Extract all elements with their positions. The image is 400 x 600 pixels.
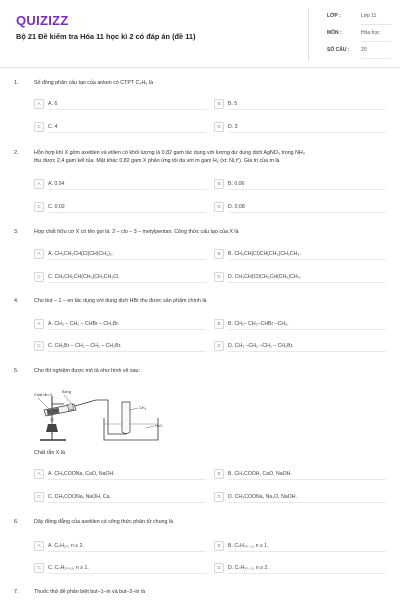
option-text: C. CₙH₂ₙ₊₂, n ≥ 1.: [48, 562, 206, 574]
question-text: Số đồng phân cấu tạo của anken có CTPT C₄H₈ là: [34, 80, 154, 86]
option-letter: B: [214, 99, 224, 109]
option-letter: D: [214, 341, 224, 351]
question-text: Hợp chất hữu cơ X có tên gọi là: 2 – clo – 3 – metylpentan. Công thức cấu tạo của X là: [34, 229, 239, 235]
option-text: C. CH₃COONa, NaOH, Ca.: [48, 491, 206, 503]
option-letter: C: [34, 202, 44, 212]
option-b[interactable]: [214, 318, 389, 330]
option-text: A. 0,04: [48, 178, 206, 190]
question-number: 4.: [14, 298, 19, 304]
quizizz-logo: QUIZIZZ: [16, 13, 69, 28]
option-d[interactable]: [214, 271, 389, 283]
option-c[interactable]: [34, 562, 209, 574]
worksheet-title: Bộ 21 Đề kiểm tra Hóa 11 học kì 2 có đáp án (đề 11): [16, 32, 196, 41]
label-ch4: CH₄: [139, 406, 147, 410]
option-b[interactable]: [214, 178, 389, 190]
question-text-line2: thu được 2,4 gam kết tủa. Mặt khác 0,82 gam X phản ứng tối đa với m gam H₂ (xt: Ni,t°). Giá trị của m là: [34, 158, 280, 164]
option-b[interactable]: [214, 98, 389, 110]
option-text: C. 0,02: [48, 201, 206, 213]
meta-class-value: Lớp 11: [361, 13, 377, 19]
option-text: A. 6: [48, 98, 206, 110]
option-text: B. CₙH₂ₙ₋₂, n ≥ 1.: [228, 540, 386, 552]
option-letter: C: [34, 122, 44, 132]
option-letter: D: [214, 122, 224, 132]
experiment-figure: [34, 388, 174, 444]
option-c[interactable]: [34, 271, 209, 283]
option-b[interactable]: [214, 248, 389, 260]
option-d[interactable]: [214, 491, 389, 503]
option-letter: A: [34, 249, 44, 259]
meta-class-label: LỚP :: [327, 13, 341, 19]
option-c[interactable]: [34, 491, 209, 503]
option-d[interactable]: [214, 340, 389, 352]
label-solid-x: Chất rắn X: [34, 393, 53, 397]
option-letter: C: [34, 492, 44, 502]
option-b[interactable]: [214, 468, 389, 480]
option-letter: A: [34, 179, 44, 189]
option-letter: B: [214, 179, 224, 189]
option-text: B. CH₃COOH, CaO, NaOH.: [228, 468, 386, 480]
option-c[interactable]: [34, 121, 209, 133]
question-text: Cho thí nghiệm được mô tả như hình vẽ sau:: [34, 368, 140, 374]
question-text-line1: Hỗn hợp khí X gồm axetilen và etilen có khối lượng là 0,82 gam tác dụng với lượng dư dung dịch AgNO₃ trong NH₃: [34, 150, 305, 156]
option-d[interactable]: [214, 562, 389, 574]
option-text: D. CₙH₂ₙ₋₂, n ≥ 2.: [228, 562, 386, 574]
meta-count: [327, 44, 397, 59]
option-letter: C: [34, 272, 44, 282]
option-d[interactable]: [214, 121, 389, 133]
option-letter: A: [34, 469, 44, 479]
meta-subject-label: MÔN :: [327, 30, 342, 36]
option-letter: A: [34, 541, 44, 551]
question-text: Dãy đồng đẳng của axetilen có công thức phân tử chung là: [34, 519, 174, 525]
option-letter: B: [214, 541, 224, 551]
option-letter: A: [34, 319, 44, 329]
meta-count-value: 20: [361, 47, 367, 53]
option-a[interactable]: [34, 98, 209, 110]
option-letter: D: [214, 272, 224, 282]
option-text: A. CH₃COONa, CaO, NaOH.: [48, 468, 206, 480]
option-text: C. CH₂Br – CH₂ – CH₂ – CH₂Br.: [48, 340, 206, 352]
option-a[interactable]: [34, 468, 209, 480]
question-number: 5.: [14, 368, 19, 374]
option-a[interactable]: [34, 178, 209, 190]
option-text: D. 0,08: [228, 201, 386, 213]
option-letter: C: [34, 563, 44, 573]
option-a[interactable]: [34, 318, 209, 330]
option-a[interactable]: [34, 540, 209, 552]
option-letter: A: [34, 99, 44, 109]
option-text: C. CH₃CH₂CH(CH₃)CH₂CH₂Cl.: [48, 271, 206, 283]
header: [0, 0, 400, 68]
option-text: A. CH₃ – CH₂ – CHBr – CH₂Br.: [48, 318, 206, 330]
option-letter: D: [214, 202, 224, 212]
question-number: 7.: [14, 589, 19, 595]
option-text: B. 0,06: [228, 178, 386, 190]
meta-subject: [327, 27, 397, 42]
option-text: B. CH₂– CH₂–CHBr –CH₃.: [228, 318, 386, 330]
question-number: 1.: [14, 80, 19, 86]
option-letter: B: [214, 469, 224, 479]
option-letter: B: [214, 319, 224, 329]
question-subtext: Chất rắn X là: [34, 450, 65, 456]
option-text: C. 4: [48, 121, 206, 133]
question-number: 6.: [14, 519, 19, 525]
question-text: Cho but – 1 – en tác dụng với dung dịch HBr thu được sản phẩm chính là: [34, 298, 207, 304]
option-letter: D: [214, 563, 224, 573]
option-b[interactable]: [214, 540, 389, 552]
option-text: D. CH₃ –CH₂ –CH₂ – CH₂Br.: [228, 340, 386, 352]
option-letter: C: [34, 341, 44, 351]
option-text: D. CH₃COONa, Na₂O, NaOH.: [228, 491, 386, 503]
option-text: A. CₙH₂ₙ, n ≥ 2.: [48, 540, 206, 552]
option-a[interactable]: [34, 248, 209, 260]
question-number: 3.: [14, 229, 19, 235]
meta-subject-value: Hóa học: [361, 30, 380, 36]
option-text: D. CH₃CH(Cl)CH₂CH(CH₃)CH₃.: [228, 271, 386, 283]
label-h2o: H₂O: [155, 424, 163, 428]
meta-count-label: SỐ CÂU :: [327, 47, 350, 53]
label-cotton: Bông: [62, 390, 71, 394]
option-text: B. CH₃CH(Cl)CH(CH₃)CH₂CH₃.: [228, 248, 386, 260]
meta-class: [327, 10, 397, 25]
option-text: D. 3: [228, 121, 386, 133]
option-letter: D: [214, 492, 224, 502]
option-c[interactable]: [34, 340, 209, 352]
meta-box: [308, 8, 392, 62]
option-letter: B: [214, 249, 224, 259]
option-text: B. 5: [228, 98, 386, 110]
question-number: 2.: [14, 150, 19, 156]
option-text: A. CH₃CH₂CH(Cl)CH(CH₃)₂.: [48, 248, 206, 260]
option-d[interactable]: [214, 201, 389, 213]
question-text: Thuốc thử để phân biệt but–1–in và but–2–in là: [34, 589, 146, 595]
option-c[interactable]: [34, 201, 209, 213]
